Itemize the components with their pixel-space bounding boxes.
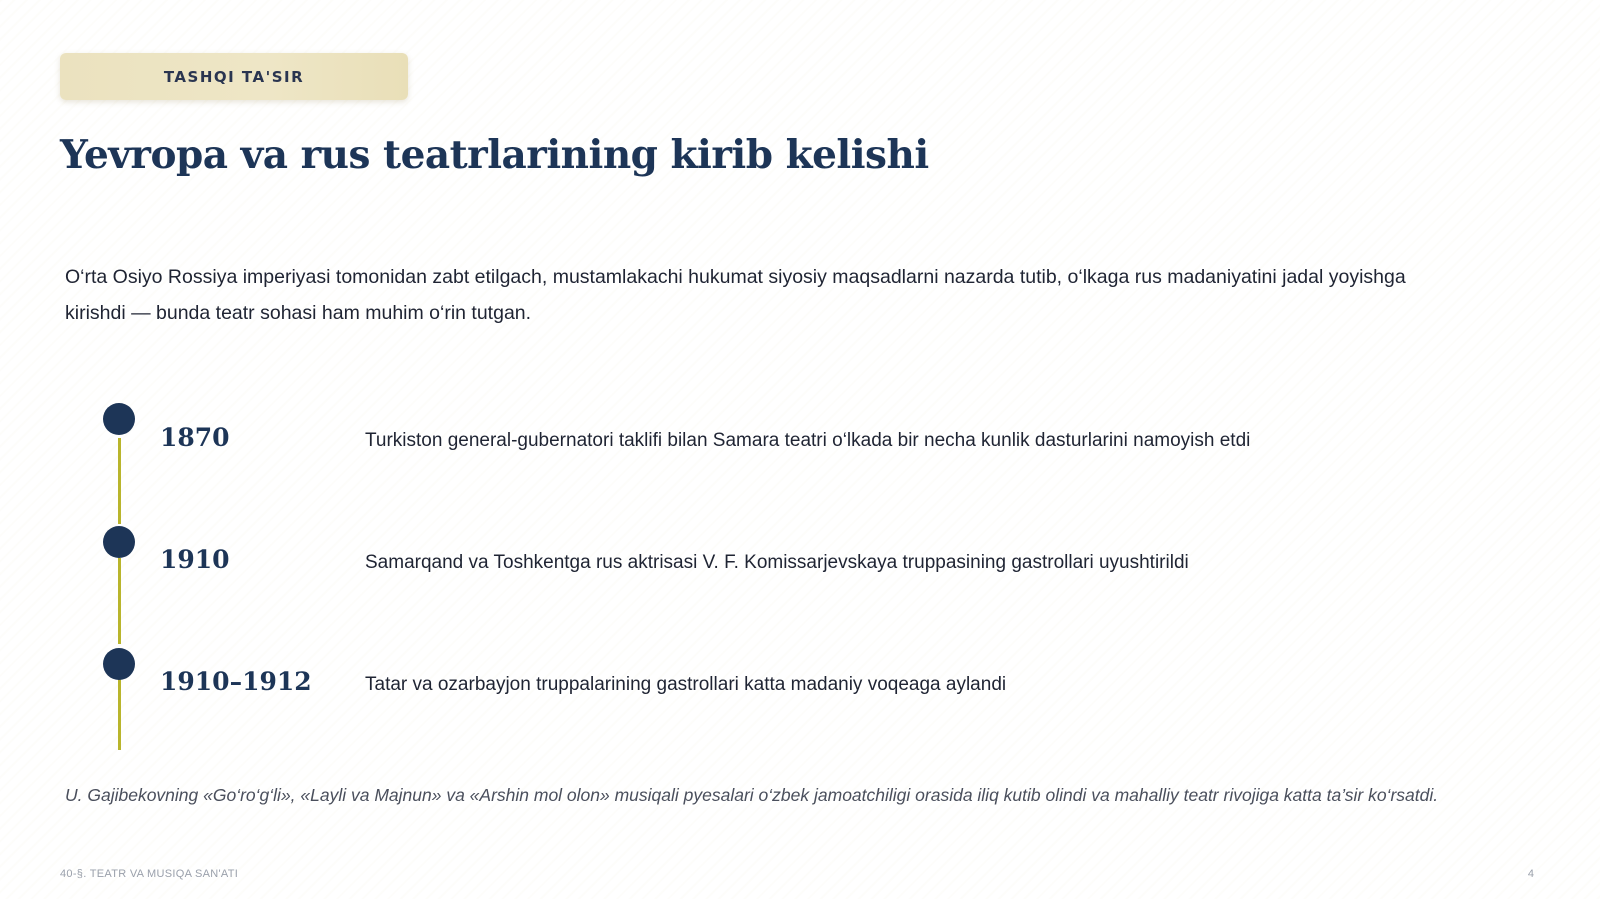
timeline-marker-icon	[103, 648, 135, 680]
timeline-description: Turkiston general-gubernatori taklifi bilan Samara teatri o‘lkada bir necha kunlik dasturlarini namoyish etdi	[365, 430, 1251, 451]
timeline-year: 1910	[160, 545, 230, 574]
intro-paragraph: O‘rta Osiyo Rossiya imperiyasi tomonidan zabt etilgach, mustamlakachi hukumat siyosiy maqsadlarni nazarda tutib, o‘lkaga rus madaniyatini jadal yoyishga kirishdi — bunda teatr sohasi ham muhim o‘rin tutgan.	[65, 266, 1406, 324]
timeline-marker-icon	[103, 403, 135, 435]
timeline-year: 1870	[160, 423, 230, 452]
timeline-connector	[118, 678, 121, 750]
footer-section-label: 40-§. TEATR VA MUSIQA SAN'ATI	[60, 868, 239, 880]
timeline-connector	[118, 438, 121, 524]
timeline-marker-icon	[103, 526, 135, 558]
footnote-paragraph: U. Gajibekovning «Go‘ro‘g‘li», «Layli va Majnun» va «Arshin mol olon» musiqali pyesalari o‘zbek jamoatchiligi orasida iliq kutib olindi va mahalliy teatr rivojiga katta ta’sir ko‘rsatdi.	[65, 785, 1439, 805]
timeline-description: Tatar va ozarbayjon truppalarining gastrollari katta madaniy voqeaga aylandi	[365, 674, 1007, 695]
timeline-description: Samarqand va Toshkentga rus aktrisasi V. F. Komissarjevskaya truppasining gastrollari uyushtirildi	[365, 552, 1189, 573]
timeline-year: 1910–1912	[160, 667, 312, 696]
slide-title: Yevropa va rus teatrlarining kirib kelishi	[60, 132, 929, 178]
timeline-connector	[118, 558, 121, 644]
page-number: 4	[1527, 868, 1534, 880]
section-tag: TASHQI TA'SIR	[60, 53, 408, 100]
